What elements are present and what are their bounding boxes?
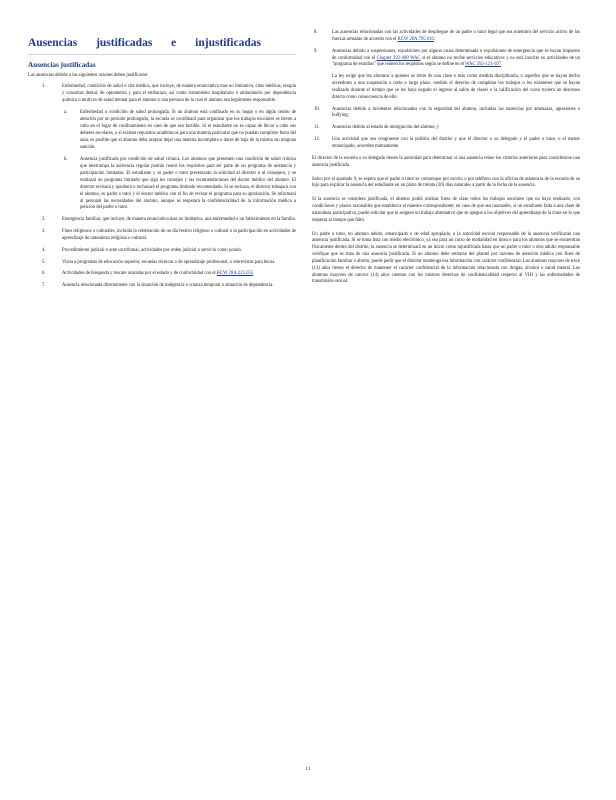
paragraph: El director de la escuela o su delegado tienen la autoridad para determinar si una ausencia reúne los criterios anteriores para considerarse una ausencia justificada.	[312, 155, 580, 168]
item-text: si el alumno no recibe servicios educativos y no está inscrito en actividades de un "programa de estudios" que reúnen los requisitos según se define en el	[332, 55, 580, 68]
list-item	[312, 107, 580, 121]
wac-link[interactable]: Chapter 392-400 WAC	[376, 55, 421, 61]
title-divider	[28, 54, 296, 55]
list-item	[28, 283, 296, 290]
item-text: Fines religiosos o culturales, incluida la celebración de un día festivo religioso o cultural o la participación en actividades de aprendizaje de naturaleza religiosa o cultural.	[62, 229, 296, 241]
page-number: 11	[305, 766, 311, 772]
item-text: Ausencias debido a incidentes relacionados con la seguridad del alumno, incluidas las ausencias por amenazas, agresiones o bullying;	[332, 106, 580, 119]
list-item	[312, 49, 580, 70]
item-number: 3.	[42, 229, 46, 235]
item-text: La ley exige que los alumnos a quienes se retire de una clase o más como medida disciplinaria, o aquellos que se hayan hecho acreedores a una suspensión a corto o largo plazo, tendrán el derecho de completar los trabajos o los exámenes que se hayan realizado durante el tiempo que se les haya negado el ingreso al salón de clases o la calificación del curso tuviera un descenso directo como consecuencia de ello.	[332, 74, 580, 100]
item-text: Ausencia relacionada directamente con la situación de indigencia o crianza temporal o situación de dependencia.	[62, 283, 274, 289]
item-number: 6.	[42, 271, 46, 277]
intro-text: Las ausencias debido a las siguientes razones deben justificarse:	[28, 73, 149, 78]
right-column	[312, 30, 580, 293]
item-number: 5.	[42, 259, 46, 265]
list-item	[28, 84, 296, 212]
list-item	[28, 271, 296, 278]
item-number: 8.	[314, 30, 318, 35]
item-text: Emergencia familiar, que incluye, de manera enunciativa mas no limitativa, una enfermedad o un fallecimiento en la familia.	[62, 217, 296, 223]
reasons-list	[28, 84, 296, 290]
list-item	[312, 125, 580, 132]
list-item	[28, 248, 296, 255]
list-item	[312, 137, 580, 151]
item-text: Las ausencias relacionadas con las actividades de despliegue de un padre o tutor legal que sea miembro del servicio activo de las fuerzas armadas de acuerdo con el	[332, 30, 580, 42]
item-number: 9.	[314, 48, 318, 54]
list-item	[312, 30, 580, 44]
item-text: Ausencias debido al estado de inmigración del alumno; y	[332, 125, 440, 131]
sub-text: Ausencia justificada por condición de salud crónica. Los alumnos que presenten una condición de salud crónica que interrumpa la asistencia regular podrán reunir los requisitos para ser parte de un programa de asistencia y participación limitadas. El estudiante y su padre o tutor presentarán la solicitud al director o al consejero, y se realizará un programa limitado que siga los consejos y las recomendaciones del doctor médico del alumno. El director revisará y aprobará o rechazará el programa limitado recomendado. Si se rechaza, el director trabajará con el alumno, su padre o tutor y el doctor médico con el fin de revisar el programa para su aprobación. Se informará al personal las necesidades del alumno, aunque se respetará la confidencialidad de la información médica a petición del padre o tutor.	[80, 157, 296, 211]
item-text: Ausencias debido a suspensiones, expulsiones por alguna causa determinada o expulsiones de emergencia que se hayan impuesto de conformidad con el	[332, 48, 580, 61]
sub-letter: b.	[64, 157, 68, 163]
paragraph: Salvo por el apartado 9, se espera que el padre o tutor se comunique por escrito o por teléfono con la oficina de asistencia de la escuela de su hijo para explicar la ausencia del estudiante en un plazo de treinta (30) días naturales a partir de la fecha de la ausencia.	[312, 176, 580, 189]
item-text: .	[433, 36, 436, 42]
item-number: 10.	[314, 106, 320, 112]
item-text: .	[500, 62, 503, 68]
item-number: 1.	[42, 83, 46, 89]
reasons-list-continued	[312, 30, 580, 151]
paragraph: Si la ausencia se considera justificada, el alumno podrá realizar fuera de clase todos los trabajos escolares que no haya realizado, con condiciones y plazos razonables que establezca el maestro correspondiente; en caso de que sea razonable, si un estudiante falta a una clase de naturaleza participativa, puede solicitar que le asignen un trabajo alternativo que se apegue a los objetivos del aprendizaje de la clase en lo que respecta al tiempo que faltó.	[312, 197, 580, 223]
list-item	[28, 217, 296, 224]
paragraph: Un padre o tutor, un alumno adulto, emancipado o de edad apropiada, o la autoridad escolar responsable de la ausencia verificarán una ausencia justificada. Si se toma lista con medio electrónico, ya sea para un curso de modalidad en línea o para los alumnos que se encuentran físicamente dentro del distrito, la ausencia se determinará en un inicio como injustificada hasta que un padre o tutor o otro adulto responsable verifique que se trata de una ausencia justificada. Si un alumno debe retirarse del plantel por razones de atención médica con fines de planificación familiar o aborto, puede pedir que el director mantenga esa información con carácter confidencial. Los alumnos mayores de trece (13) años tienen el derecho de mantener el carácter confidencial de la información relacionada con drogas, alcohol o salud mental. Los alumnos mayores de catorce (14) años cuentan con los mismos derechos de confidencialidad respecto al VIH y las enfermedades de transmisión sexual.	[312, 231, 580, 285]
item-text: Enfermedad, condición de salud o cita médica, que incluye, de manera enunciativa mas no limitativa, citas médicas, terapia y consultas dental, de optometría y para el embarazo, así como tratamiento hospitalario o ambulatorio por dependencia química o motivos de salud mental para el alumno o una persona de la cual el alumno sea legalmente responsable.	[62, 83, 296, 103]
section-heading: Ausencias justificadas	[28, 61, 96, 69]
list-item	[28, 229, 296, 243]
page-title: Ausencias justificadas e injustificadas	[28, 37, 261, 49]
list-item	[312, 74, 580, 101]
item-text: Procedimiento judicial o ante un tribunal, actividades por orden judicial o servicio como jurado.	[62, 247, 243, 253]
rcw-link[interactable]: RCW 28A.705.010	[397, 36, 434, 42]
item-text: Una actividad que sea congruente con la política del distrito y que el director o su delegado y el padre o tutor, o el menor emancipado, acuerden mutuamente.	[332, 137, 580, 149]
item-text: Actividades de búsqueda y rescate avaladas por el estado y de conformidad con el	[62, 271, 217, 277]
item-number: 2.	[42, 217, 46, 223]
wac-link[interactable]: WAC 392-121-107	[465, 62, 501, 68]
item-number: 11.	[314, 125, 320, 131]
item-text: .	[253, 271, 255, 277]
rcw-link[interactable]: RCW 28A.225.055	[216, 271, 254, 277]
item-number: 7.	[42, 283, 46, 289]
sub-item	[62, 110, 296, 151]
sub-letter: a.	[64, 110, 68, 116]
sub-item	[62, 157, 296, 212]
item-number: 12.	[314, 137, 320, 143]
item-text: Visita a programas de educación superior, escuelas técnicas o de aprendizaje profesional, o entrevistas para becas.	[62, 259, 276, 265]
policy-paragraphs	[312, 156, 580, 287]
item-number: 4.	[42, 247, 46, 253]
left-column	[28, 30, 296, 295]
sub-text: Enfermedad o condición de salud prolongada. Si un alumno está confinado en su hogar o en algún centro de atención por un periodo prolongado, la escuela se coordinará para organizar que los trabajos escolares se lleven a cabo en el lugar de confinamiento en caso de que sea factible. Si el estudiante no es capaz de llevar a cabo sus deberes escolares, o si existen requisitos académicos para una materia particular que no puedan cumplirse fuera del aula, es posible que el alumno deba aceptar dejar una materia incompleta o darse de baja de la misma sin ninguna sanción.	[80, 110, 296, 150]
list-item	[28, 260, 296, 267]
